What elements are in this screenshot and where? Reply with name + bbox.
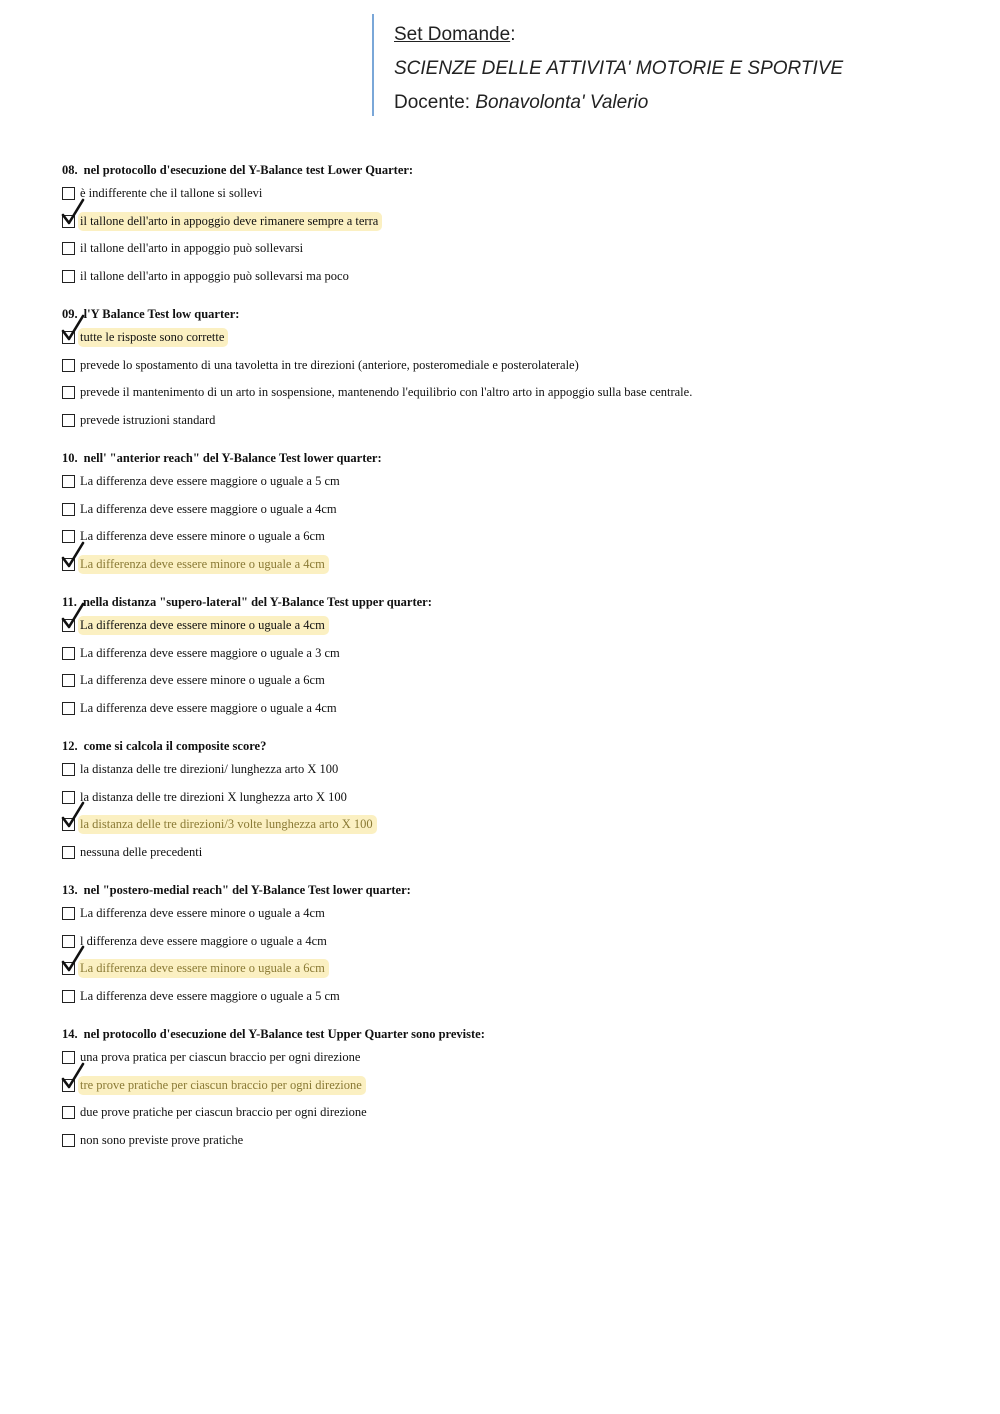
checkbox[interactable] (62, 791, 75, 804)
question-text: nel protocollo d'esecuzione del Y-Balance test Upper Quarter sono previste: (83, 1027, 485, 1041)
question-1 (62, 304, 962, 434)
answer-option[interactable] (62, 1099, 962, 1127)
answer-option[interactable] (62, 468, 962, 496)
checkbox[interactable] (62, 702, 75, 715)
checkbox[interactable] (62, 187, 75, 200)
question-title (62, 304, 962, 324)
checkbox[interactable] (62, 846, 75, 859)
question-text: nella distanza "supero-lateral" del Y-Balance Test upper quarter: (82, 595, 432, 609)
checked-checkbox[interactable] (62, 619, 75, 632)
question-4 (62, 736, 962, 866)
question-number: 08. (62, 163, 78, 177)
answer-option[interactable] (62, 1044, 962, 1072)
answer-option[interactable] (62, 784, 962, 812)
question-title (62, 448, 962, 468)
question-title (62, 736, 962, 756)
checked-checkbox[interactable] (62, 558, 75, 571)
question-text: nell' "anterior reach" del Y-Balance Test lower quarter: (83, 451, 382, 465)
question-number: 14. (62, 1027, 78, 1041)
answer-option[interactable] (62, 523, 962, 551)
answer-option[interactable] (62, 756, 962, 784)
answer-option[interactable] (62, 667, 962, 695)
answer-option[interactable] (62, 612, 962, 640)
question-title (62, 880, 962, 900)
answer-text: tre prove pratiche per ciascun braccio per ogni direzione (78, 1076, 366, 1095)
checkbox[interactable] (62, 475, 75, 488)
question-number: 09. (62, 307, 78, 321)
question-0 (62, 160, 962, 290)
set-colon: : (510, 24, 516, 45)
answer-text: prevede istruzioni standard (80, 412, 216, 427)
answer-option[interactable] (62, 839, 962, 867)
answer-text: prevede lo spostamento di una tavoletta in tre direzioni (anteriore, posteromediale e posterolaterale) (80, 357, 579, 372)
answer-option[interactable] (62, 551, 962, 579)
teacher-name: Bonavolonta' Valerio (475, 92, 649, 113)
answer-option[interactable] (62, 407, 962, 435)
answer-text: il tallone dell'arto in appoggio deve rimanere sempre a terra (78, 212, 382, 231)
question-6 (62, 1024, 962, 1154)
checkbox[interactable] (62, 990, 75, 1003)
question-number: 11. (62, 595, 77, 609)
answer-option[interactable] (62, 324, 962, 352)
answer-text: La differenza deve essere minore o uguale a 4cm (78, 616, 329, 635)
answer-text: tutte le risposte sono corrette (78, 328, 228, 347)
answer-text: il tallone dell'arto in appoggio può sollevarsi (80, 241, 304, 256)
checkbox[interactable] (62, 359, 75, 372)
checkbox[interactable] (62, 1051, 75, 1064)
answer-option[interactable] (62, 352, 962, 380)
answer-text: due prove pratiche per ciascun braccio per ogni direzione (80, 1105, 367, 1120)
answer-text: il tallone dell'arto in appoggio può sollevarsi ma poco (80, 268, 349, 283)
checkbox[interactable] (62, 674, 75, 687)
checkbox[interactable] (62, 1106, 75, 1119)
question-text: nel protocollo d'esecuzione del Y-Balance test Lower Quarter: (83, 163, 414, 177)
answer-option[interactable] (62, 983, 962, 1011)
teacher-label: Docente: (394, 92, 476, 113)
answer-text: La differenza deve essere minore o uguale a 4cm (80, 906, 325, 921)
answer-option[interactable] (62, 955, 962, 983)
checkbox[interactable] (62, 530, 75, 543)
answer-text: La differenza deve essere minore o uguale a 4cm (78, 555, 329, 574)
answer-option[interactable] (62, 496, 962, 524)
checked-checkbox[interactable] (62, 818, 75, 831)
answer-text: La differenza deve essere maggiore o uguale a 4cm (80, 501, 337, 516)
checkbox[interactable] (62, 935, 75, 948)
answer-text: La differenza deve essere maggiore o uguale a 4cm (80, 700, 337, 715)
checkbox[interactable] (62, 242, 75, 255)
answer-option[interactable] (62, 1127, 962, 1155)
question-text: l'Y Balance Test low quarter: (83, 307, 240, 321)
answer-option[interactable] (62, 1072, 962, 1100)
question-number: 10. (62, 451, 78, 465)
answer-option[interactable] (62, 900, 962, 928)
document-header (372, 14, 843, 116)
answer-option[interactable] (62, 180, 962, 208)
answer-option[interactable] (62, 695, 962, 723)
checked-checkbox[interactable] (62, 962, 75, 975)
answer-text: La differenza deve essere maggiore o uguale a 3 cm (80, 645, 340, 660)
answer-option[interactable] (62, 811, 962, 839)
checkbox[interactable] (62, 270, 75, 283)
checked-checkbox[interactable] (62, 331, 75, 344)
question-text: nel "postero-medial reach" del Y-Balance Test lower quarter: (83, 883, 411, 897)
checkbox[interactable] (62, 386, 75, 399)
answer-option[interactable] (62, 208, 962, 236)
answer-option[interactable] (62, 379, 962, 407)
answer-option[interactable] (62, 263, 962, 291)
questions-list (62, 160, 962, 1168)
checkbox[interactable] (62, 1134, 75, 1147)
checked-checkbox[interactable] (62, 215, 75, 228)
question-title (62, 160, 962, 180)
question-title (62, 592, 962, 612)
answer-text: la distanza delle tre direzioni/3 volte lunghezza arto X 100 (78, 815, 377, 834)
teacher-line (394, 89, 843, 116)
answer-text: è indifferente che il tallone si sollevi (80, 186, 263, 201)
question-title (62, 1024, 962, 1044)
answer-text: La differenza deve essere minore o uguale a 6cm (78, 959, 329, 978)
answer-option[interactable] (62, 928, 962, 956)
checkbox[interactable] (62, 907, 75, 920)
answer-text: La differenza deve essere minore o uguale a 6cm (80, 529, 325, 544)
answer-text: la distanza delle tre direzioni/ lunghezza arto X 100 (80, 762, 339, 777)
checkbox[interactable] (62, 414, 75, 427)
course-name: SCIENZE DELLE ATTIVITA' MOTORIE E SPORTIVE (394, 58, 844, 79)
answer-text: nessuna delle precedenti (80, 844, 203, 859)
set-title-line (394, 21, 843, 48)
set-label: Set Domande (394, 24, 511, 45)
checkbox[interactable] (62, 503, 75, 516)
question-text: come si calcola il composite score? (83, 739, 267, 753)
checkbox[interactable] (62, 647, 75, 660)
answer-text: La differenza deve essere maggiore o uguale a 5 cm (80, 474, 340, 489)
question-number: 12. (62, 739, 78, 753)
answer-text: l differenza deve essere maggiore o uguale a 4cm (80, 933, 327, 948)
answer-text: non sono previste prove pratiche (80, 1132, 244, 1147)
answer-text: La differenza deve essere maggiore o uguale a 5 cm (80, 988, 340, 1003)
answer-text: una prova pratica per ciascun braccio per ogni direzione (80, 1050, 361, 1065)
answer-option[interactable] (62, 235, 962, 263)
answer-text: la distanza delle tre direzioni X lunghezza arto X 100 (80, 789, 347, 804)
question-number: 13. (62, 883, 78, 897)
question-3 (62, 592, 962, 722)
checkbox[interactable] (62, 763, 75, 776)
checked-checkbox[interactable] (62, 1079, 75, 1092)
answer-text: La differenza deve essere minore o uguale a 6cm (80, 673, 325, 688)
question-2 (62, 448, 962, 578)
answer-text: prevede il mantenimento di un arto in sospensione, mantenendo l'equilibrio con l'altro arto in appoggio sulla base centrale. (80, 385, 693, 400)
answer-option[interactable] (62, 640, 962, 668)
question-5 (62, 880, 962, 1010)
